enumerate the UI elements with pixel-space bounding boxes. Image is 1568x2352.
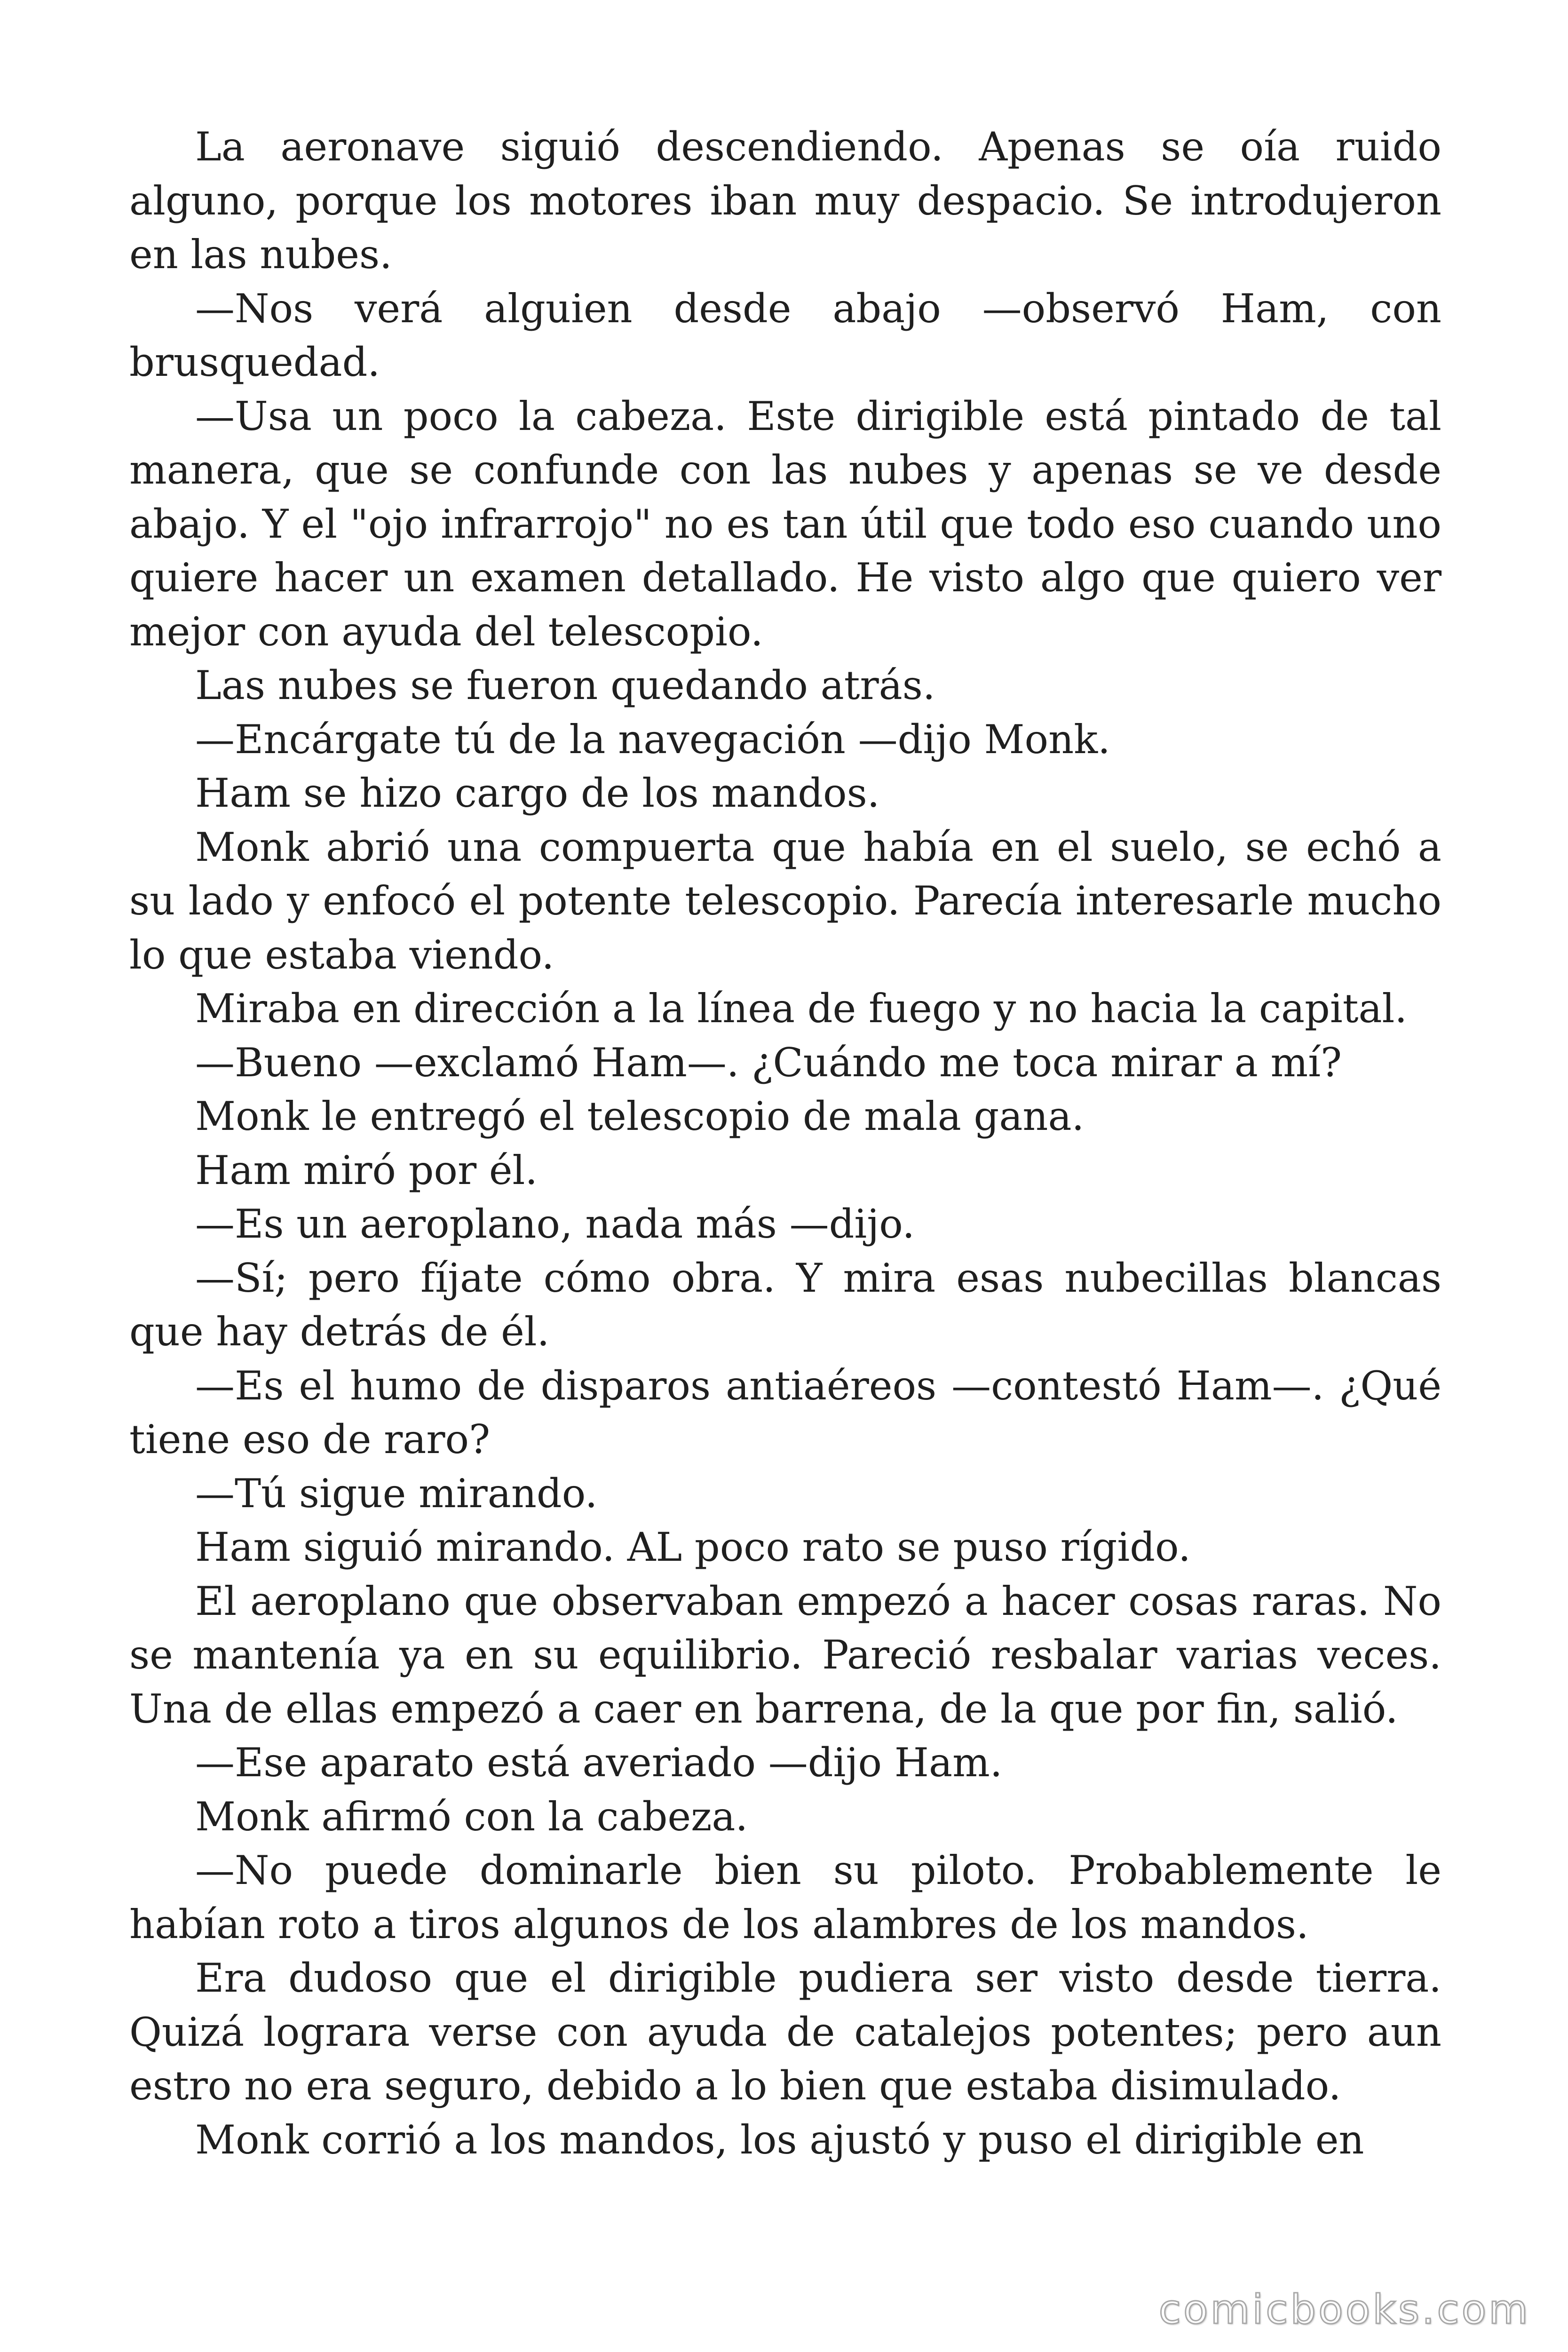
paragraph: —Nos verá alguien desde abajo —observó Ham, con brusquedad. xyxy=(129,285,1441,385)
paragraph: Monk le entregó el telescopio de mala gana. xyxy=(195,1093,1085,1139)
paragraph: —Ese aparato está averiado —dijo Ham. xyxy=(195,1740,1003,1786)
paragraph: —Bueno —exclamó Ham—. ¿Cuándo me toca mirar a mí? xyxy=(195,1039,1342,1086)
paragraph: —Encárgate tú de la navegación —dijo Monk. xyxy=(195,716,1110,763)
paragraph: Ham siguió mirando. AL poco rato se puso rígido. xyxy=(195,1524,1191,1570)
paragraph: El aeroplano que observaban empezó a hacer cosas raras. No se mantenía ya en su equilibrio. Pareció resbalar varias veces. Una de ellas empezó a caer en barrena, de la que por fin, salió. xyxy=(129,1578,1441,1732)
paragraph: Miraba en dirección a la línea de fuego y no hacia la capital. xyxy=(195,985,1408,1032)
paragraph: —No puede dominarle bien su piloto. Probablemente le habían roto a tiros algunos de los alambres de los mandos. xyxy=(129,1847,1441,1947)
paragraph: —Es un aeroplano, nada más —dijo. xyxy=(195,1201,915,1247)
paragraph: Las nubes se fueron quedando atrás. xyxy=(195,662,935,708)
paragraph: —Tú sigue mirando. xyxy=(195,1470,598,1517)
paragraph: Ham miró por él. xyxy=(195,1147,538,1193)
watermark: comicbooks.com xyxy=(1158,2286,1530,2333)
body-text xyxy=(129,120,1441,2167)
paragraph: Era dudoso que el dirigible pudiera ser visto desde tierra. Quizá lograra verse con ayuda de catalejos potentes; pero aun estro no era seguro, debido a lo bien que estaba disimulado. xyxy=(129,1955,1441,2109)
paragraph: Ham se hizo cargo de los mandos. xyxy=(195,770,880,816)
paragraph: Monk corrió a los mandos, los ajustó y puso el dirigible en xyxy=(195,2116,1364,2163)
paragraph: —Es el humo de disparos antiaéreos —contestó Ham—. ¿Qué tiene eso de raro? xyxy=(129,1362,1441,1462)
paragraph: Monk abrió una compuerta que había en el suelo, se echó a su lado y enfocó el potente telescopio. Parecía interesarle mucho lo que estaba viendo. xyxy=(129,824,1441,978)
paragraph: —Sí; pero fíjate cómo obra. Y mira esas nubecillas blancas que hay detrás de él. xyxy=(129,1255,1441,1355)
paragraph: Monk afirmó con la cabeza. xyxy=(195,1793,748,1840)
paragraph: La aeronave siguió descendiendo. Apenas se oía ruido alguno, porque los motores iban muy despacio. Se introdujeron en las nubes. xyxy=(129,124,1441,278)
paragraph: —Usa un poco la cabeza. Este dirigible está pintado de tal manera, que se confunde con las nubes y apenas se ve desde abajo. Y el "ojo infrarrojo" no es tan útil que todo eso cuando uno quiere hacer un examen detallado. He visto algo que quiero ver mejor con ayuda del telescopio. xyxy=(129,393,1441,655)
